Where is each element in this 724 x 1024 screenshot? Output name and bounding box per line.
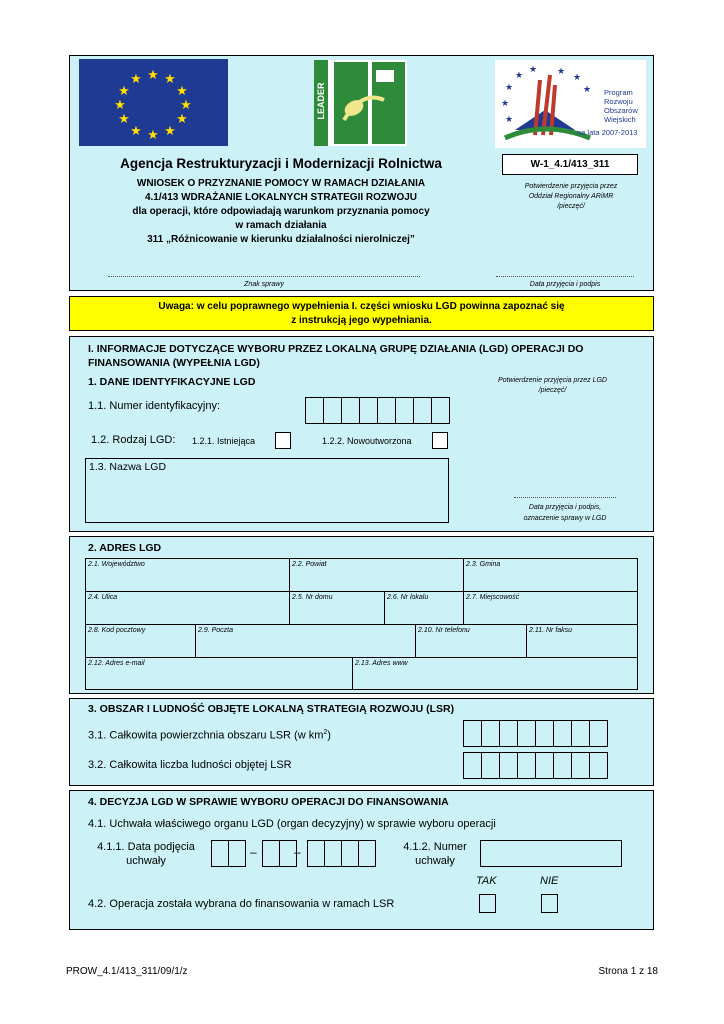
area-cell[interactable] bbox=[499, 720, 518, 747]
resolution-date-label-1: 4.1.1. Data podjęcia bbox=[97, 841, 195, 853]
lgd-name-label: 1.3. Nazwa LGD bbox=[89, 461, 167, 473]
section-3-title: 3. OBSZAR I LUDNOŚĆ OBJĘTE LOKALNĄ STRATEGIĄ ROZWOJU (LSR) bbox=[88, 703, 455, 715]
form-code: W-1_4.1/413_311 bbox=[502, 154, 638, 175]
id-number-cell[interactable] bbox=[341, 397, 360, 424]
prow-logo bbox=[495, 60, 646, 148]
warning-line-2: z instrukcją jego wypełniania. bbox=[291, 315, 432, 326]
footer-code: PROW_4.1/413_311/09/1/z bbox=[66, 966, 188, 977]
section-1-title bbox=[88, 342, 583, 370]
arimr-confirm-line-2: Oddział Regionalny ARiMR bbox=[528, 193, 614, 200]
email-field[interactable] bbox=[85, 657, 353, 690]
svg-text:★: ★ bbox=[180, 98, 192, 113]
flat-number-field[interactable] bbox=[384, 591, 464, 625]
lgd-confirm-line-1: Potwierdzenie przyjęcia przez LGD bbox=[498, 377, 607, 384]
yes-checkbox[interactable] bbox=[479, 894, 496, 913]
title-line-2: 4.1/413 WDRAŻANIE LOKALNYCH STRATEGII ROZWOJU bbox=[144, 192, 418, 203]
svg-text:★: ★ bbox=[505, 115, 514, 125]
type-existing-checkbox[interactable] bbox=[275, 432, 291, 449]
area-cell[interactable] bbox=[517, 720, 536, 747]
id-number-cell[interactable] bbox=[377, 397, 396, 424]
svg-text:★: ★ bbox=[130, 124, 142, 139]
title-line-4: w ramach działania bbox=[235, 220, 327, 231]
population-label: 3.2. Całkowita liczba ludności objętej LSR bbox=[88, 759, 292, 771]
svg-text:★: ★ bbox=[557, 67, 566, 77]
area-cell[interactable] bbox=[571, 720, 590, 747]
area-label-end: ) bbox=[327, 729, 331, 742]
area-cell[interactable] bbox=[589, 720, 608, 747]
resolution-date-cell[interactable] bbox=[211, 840, 229, 867]
lgd-confirm-line-2: /pieczęć/ bbox=[538, 387, 567, 394]
type-new-checkbox[interactable] bbox=[432, 432, 448, 449]
page-number: Strona 1 z 18 bbox=[598, 966, 658, 977]
selected-label: 4.2. Operacja została wybrana do finansowania w ramach LSR bbox=[88, 898, 395, 910]
population-cell[interactable] bbox=[535, 752, 554, 779]
population-cell[interactable] bbox=[589, 752, 608, 779]
resolution-number-field[interactable] bbox=[480, 840, 622, 867]
lgd-confirmation bbox=[480, 376, 625, 396]
application-title bbox=[69, 177, 493, 247]
area-label-text: 3.1. Całkowita powierzchnia obszaru LSR (w km bbox=[88, 729, 324, 742]
no-checkbox[interactable] bbox=[541, 894, 558, 913]
arimr-confirm-line-3: /pieczęć/ bbox=[557, 203, 585, 210]
voivodeship-label: 2.1. Województwo bbox=[88, 561, 145, 568]
area-cell[interactable] bbox=[481, 720, 500, 747]
section-1-title-line-2: FINANSOWANIA (WYPEŁNIA LGD) bbox=[88, 357, 260, 369]
population-cell[interactable] bbox=[499, 752, 518, 779]
id-number-cell[interactable] bbox=[305, 397, 324, 424]
prow-line-1: Program bbox=[604, 88, 633, 97]
commune-label: 2.3. Gmina bbox=[466, 561, 501, 568]
area-label bbox=[88, 729, 331, 742]
city-field[interactable] bbox=[463, 591, 638, 625]
svg-text:★: ★ bbox=[164, 72, 176, 87]
section-4-title: 4. DECYZJA LGD W SPRAWIE WYBORU OPERACJI DO FINANSOWANIA bbox=[88, 796, 449, 808]
date-sign-label: Data przyjęcia i podpis bbox=[529, 281, 601, 288]
fax-label: 2.11. Nr faksu bbox=[529, 627, 573, 634]
resolution-date-label-2: uchwały bbox=[126, 855, 166, 867]
id-number-cell[interactable] bbox=[359, 397, 378, 424]
area-cell[interactable] bbox=[463, 720, 482, 747]
postcode-label: 2.8. Kod pocztowy bbox=[88, 627, 146, 634]
type-existing-label: 1.2.1. Istniejąca bbox=[192, 436, 256, 446]
arimr-confirmation bbox=[496, 182, 646, 212]
population-cell[interactable] bbox=[553, 752, 572, 779]
svg-text:★: ★ bbox=[573, 73, 582, 83]
www-label: 2.13. Adres www bbox=[355, 660, 408, 667]
resolution-date-cell[interactable] bbox=[262, 840, 280, 867]
resolution-date-cell[interactable] bbox=[358, 840, 376, 867]
type-new-label: 1.2.2. Nowoutworzona bbox=[322, 436, 412, 446]
title-line-3: dla operacji, które odpowiadają warunkom przyznania pomocy bbox=[132, 206, 430, 217]
area-cell[interactable] bbox=[553, 720, 572, 747]
svg-text:★: ★ bbox=[583, 85, 592, 95]
flat-number-label: 2.6. Nr lokalu bbox=[387, 594, 429, 601]
id-number-cell[interactable] bbox=[413, 397, 432, 424]
agency-title: Agencja Restrukturyzacji i Modernizacji Rolnictwa bbox=[120, 156, 442, 171]
svg-text:★: ★ bbox=[147, 68, 159, 83]
population-cell[interactable] bbox=[571, 752, 590, 779]
city-label: 2.7. Miejscowość bbox=[466, 594, 520, 601]
id-number-cell[interactable] bbox=[323, 397, 342, 424]
lgd-type-label: 1.2. Rodzaj LGD: bbox=[91, 434, 176, 446]
svg-text:★: ★ bbox=[515, 71, 524, 81]
post-office-field[interactable] bbox=[195, 624, 416, 658]
resolution-number-label bbox=[395, 840, 475, 868]
resolution-number-label-1: 4.1.2. Numer bbox=[403, 841, 467, 853]
svg-text:★: ★ bbox=[130, 72, 142, 87]
prow-line-5: na lata 2007-2013 bbox=[577, 128, 638, 137]
house-number-label: 2.5. Nr domu bbox=[292, 594, 333, 601]
prow-line-2: Rozwoju bbox=[604, 97, 633, 106]
warning-box bbox=[69, 296, 654, 331]
section-1-title-line-1: I. INFORMACJE DOTYCZĄCE WYBORU PRZEZ LOKALNĄ GRUPĘ DZIAŁANIA (LGD) OPERACJI DO bbox=[88, 343, 584, 355]
svg-text:★: ★ bbox=[114, 98, 126, 113]
lgd-date-line-1: Data przyjęcia i podpis, bbox=[528, 504, 602, 511]
fax-field[interactable] bbox=[526, 624, 638, 658]
leader-logo bbox=[314, 60, 407, 146]
resolution-date-label bbox=[96, 840, 196, 868]
title-line-1: WNIOSEK O PRZYZNANIE POMOCY W RAMACH DZIAŁANIA bbox=[136, 178, 426, 189]
title-line-5: 311 „Różnicowanie w kierunku działalności nierolniczej” bbox=[147, 234, 415, 245]
no-label: NIE bbox=[540, 875, 559, 887]
date-dash-1: – bbox=[250, 845, 257, 859]
prow-line-3: Obszarów bbox=[604, 106, 638, 115]
post-office-label: 2.9. Poczta bbox=[198, 627, 234, 634]
resolution-number-label-2: uchwały bbox=[415, 855, 455, 867]
resolution-date-cell[interactable] bbox=[307, 840, 325, 867]
svg-text:★: ★ bbox=[505, 83, 514, 93]
area-cell[interactable] bbox=[535, 720, 554, 747]
www-field[interactable] bbox=[352, 657, 638, 690]
eu-flag-icon bbox=[79, 59, 228, 146]
svg-text:★: ★ bbox=[176, 84, 188, 99]
street-label: 2.4. Ulica bbox=[88, 594, 118, 601]
case-mark-label: Znak sprawy bbox=[244, 281, 284, 288]
voivodeship-field[interactable] bbox=[85, 558, 290, 592]
resolution-date-cell[interactable] bbox=[341, 840, 359, 867]
section-2-title: 2. ADRES LGD bbox=[88, 542, 162, 554]
svg-text:★: ★ bbox=[164, 124, 176, 139]
lgd-date-sign bbox=[490, 502, 640, 524]
id-number-cell[interactable] bbox=[431, 397, 450, 424]
population-cell[interactable] bbox=[481, 752, 500, 779]
resolution-date-cell[interactable] bbox=[324, 840, 342, 867]
id-number-cell[interactable] bbox=[395, 397, 414, 424]
phone-field[interactable] bbox=[415, 624, 527, 658]
svg-text:★: ★ bbox=[147, 128, 159, 143]
population-cell[interactable] bbox=[517, 752, 536, 779]
warning-line-1: Uwaga: w celu poprawnego wypełnienia I. części wniosku LGD powinna zapoznać się bbox=[158, 301, 565, 312]
house-number-field[interactable] bbox=[289, 591, 385, 625]
date-dash-2: – bbox=[294, 845, 301, 859]
svg-text:★: ★ bbox=[529, 65, 538, 75]
svg-text:★: ★ bbox=[118, 112, 130, 127]
commune-field[interactable] bbox=[463, 558, 638, 592]
street-field[interactable] bbox=[85, 591, 290, 625]
resolution-label: 4.1. Uchwała właściwego organu LGD (organ decyzyjny) w sprawie wyboru operacji bbox=[88, 818, 496, 830]
leader-text: LEADER bbox=[316, 82, 326, 120]
county-label: 2.2. Powiat bbox=[292, 561, 327, 568]
lgd-date-line-2: oznaczenie sprawy w LGD bbox=[523, 515, 607, 522]
population-cell[interactable] bbox=[463, 752, 482, 779]
email-label: 2.12. Adres e-mail bbox=[88, 660, 145, 667]
area-label-sup: 2 bbox=[323, 729, 328, 736]
section-1-1-title: 1. DANE IDENTYFIKACYJNE LGD bbox=[88, 376, 256, 388]
svg-text:★: ★ bbox=[118, 84, 130, 99]
yes-label: TAK bbox=[476, 875, 497, 887]
svg-text:★: ★ bbox=[501, 99, 510, 109]
county-field[interactable] bbox=[289, 558, 464, 592]
prow-line-4: Wiejskich bbox=[604, 115, 636, 124]
arimr-confirm-line-1: Potwierdzenie przyjęcia przez bbox=[524, 183, 618, 190]
resolution-date-cell[interactable] bbox=[228, 840, 246, 867]
postcode-field[interactable] bbox=[85, 624, 196, 658]
phone-label: 2.10. Nr telefonu bbox=[418, 627, 470, 634]
svg-text:★: ★ bbox=[176, 112, 188, 127]
id-number-label: 1.1. Numer identyfikacyjny: bbox=[88, 400, 221, 412]
